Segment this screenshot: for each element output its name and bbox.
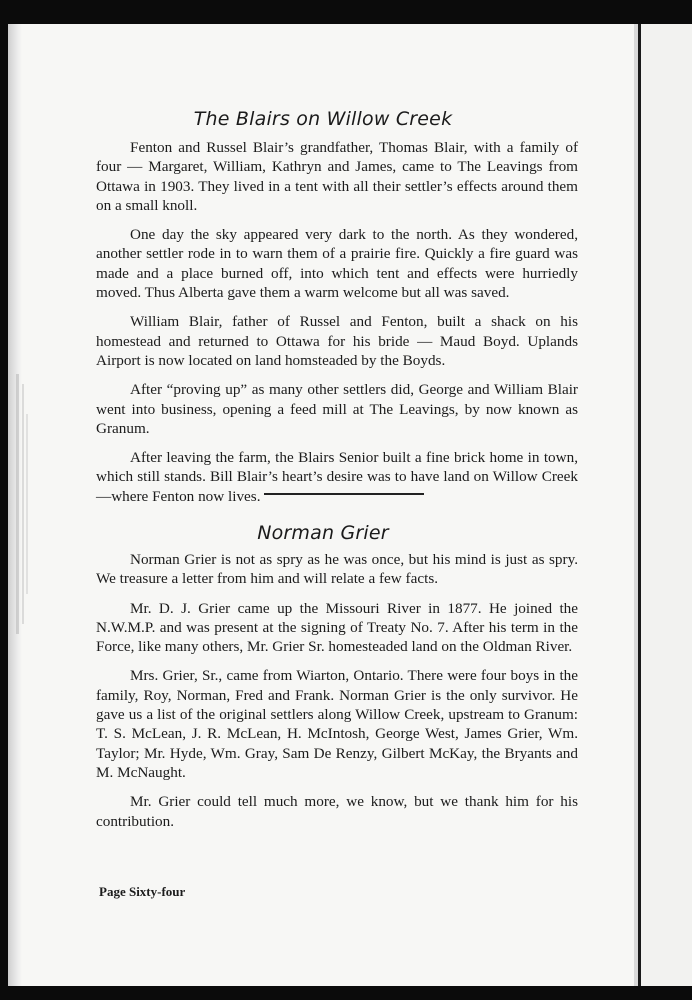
paragraph: One day the sky appeared very dark to the north. As they wondered, another settler rode in to warn them of a prairie fire. Quickly a fire guard was made and a place burned off, into which tent and effects were hurriedly moved. Thus Alberta gave them a warm welcome but all was saved. (96, 226, 578, 302)
page-number: Page Sixty-four (99, 884, 186, 899)
paragraph: William Blair, father of Russel and Fenton, built a shack on his homestead and returned to Ottawa for his bride — Maud Boyd. Uplands Airport is now located on land homsteaded by the Boyds. (96, 313, 578, 369)
paragraph: After leaving the farm, the Blairs Senior built a fine brick home in town, which still stands. Bill Blair’s heart’s desire was to have land on Willow Creek—where Fenton now lives. (96, 449, 578, 505)
book-page (8, 24, 638, 986)
library-stamp (14, 374, 30, 634)
paragraph: Mr. D. J. Grier came up the Missouri River in 1877. He joined the N.W.M.P. and was present at the signing of Treaty No. 7. After his term in the Force, like many others, Mr. Grier Sr. homesteaded land on the Oldman River. (96, 599, 578, 656)
paragraph: Mr. Grier could tell much more, we know, but we thank him for his contribution. (96, 793, 578, 830)
paragraph: Mrs. Grier, Sr., came from Wiarton, Ontario. There were four boys in the family, Roy, Norman, Fred and Frank. Norman Grier is the only survivor. He gave us a list of the original settlers along Willow Creek, upstream to Granum: T. S. McLean, J. R. McLean, H. McIntosh, George West, James Grier, Wm. Taylor; Mr. Hyde, Wm. Gray, Sam De Renzy, Gilbert McKay, the Bryants and M. McNaught. (96, 667, 578, 781)
paragraph: Norman Grier is not as spry as he was once, but his mind is just as spry. We treasure a letter from him and will relate a few facts. (96, 551, 578, 588)
section-title-grier: Norman Grier (257, 522, 389, 544)
section-divider (264, 493, 424, 495)
section-body-blairs (96, 138, 578, 516)
next-page (641, 24, 692, 986)
paragraph: Fenton and Russel Blair’s grandfather, Thomas Blair, with a family of four — Margaret, William, Kathryn and James, came to The Leavings from Ottawa in 1903. They lived in a tent with all their settler’s effects around them on a small knoll. (96, 139, 578, 214)
section-body-grier (96, 550, 578, 841)
section-title-blairs: The Blairs on Willow Creek (193, 108, 453, 130)
paragraph: After “proving up” as many other settlers did, George and William Blair went into business, opening a feed mill at The Leavings, by now known as Granum. (96, 381, 578, 437)
